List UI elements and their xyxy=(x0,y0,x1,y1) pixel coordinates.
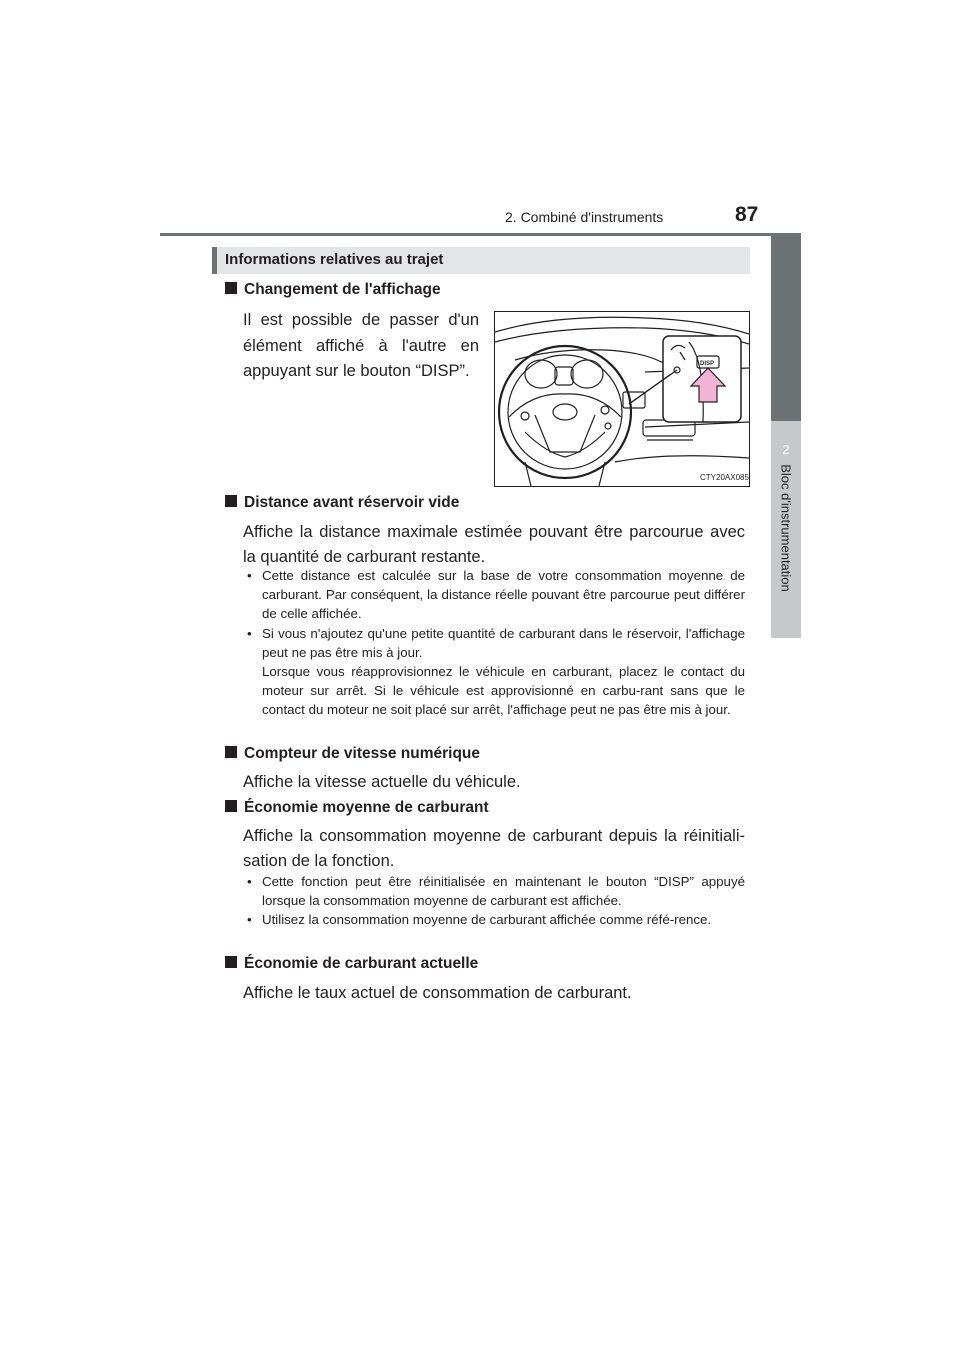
paragraph-distance-reservoir-vide xyxy=(243,520,745,570)
paragraph-economie-moyenne xyxy=(243,824,745,874)
section-bar-accent xyxy=(212,247,217,274)
heading-distance-reservoir-vide: Distance avant réservoir vide xyxy=(225,494,459,512)
heading-economie-actuelle: Économie de carburant actuelle xyxy=(225,955,478,973)
paragraph-economie-actuelle xyxy=(243,981,632,1006)
bullet-item: • Utilisez la consommation moyenne de carburant affichée comme réfé-rence. xyxy=(247,912,712,927)
bullet-dot-icon: • xyxy=(247,626,252,641)
bullet-continuation: Lorsque vous réapprovisionnez le véhicule en carburant, placez le contact du moteur sur arrêt. Si le véhicule est approvisionné en carbu-rant sans que le contact du moteur ne soit placé sur arrêt, l'affichage peut ne pas être mis à jour. xyxy=(262,664,745,717)
bullet-item: • Si vous n'ajoutez qu'une petite quantité de carburant dans le réservoir, l'affichage peut ne pas être mis à jour. xyxy=(247,626,745,660)
text-line: appuyant sur le bouton “DISP”. xyxy=(243,362,470,380)
paragraph-changement-affichage xyxy=(243,308,479,385)
disp-button-label: DISP xyxy=(700,361,715,367)
bullet-dot-icon: • xyxy=(247,568,252,583)
text-line: Il est possible de passer d'un xyxy=(243,311,479,329)
text-line: la quantité de carburant restante. xyxy=(243,548,486,566)
steering-wheel-icon xyxy=(495,312,749,486)
heading-compteur-vitesse: Compteur de vitesse numérique xyxy=(225,745,480,763)
square-bullet-icon xyxy=(225,956,237,968)
steering-wheel-illustration xyxy=(494,311,750,487)
square-bullet-icon xyxy=(225,495,237,507)
bullet-item: • Cette fonction peut être réinitialisée en maintenant le bouton “DISP” appuyé lorsque la consommation moyenne de carburant est affichée. xyxy=(247,874,745,908)
text-line: Affiche la consommation moyenne de carburant depuis la réinitiali- xyxy=(243,827,745,845)
text-line: Affiche la distance maximale estimée pouvant être parcourue avec xyxy=(243,523,745,541)
square-bullet-icon xyxy=(225,746,237,758)
header-section-title: 2. Combiné d'instruments xyxy=(505,209,664,225)
bullet-dot-icon: • xyxy=(247,874,252,889)
page-number: 87 xyxy=(735,203,759,226)
paragraph-compteur-vitesse xyxy=(243,770,521,795)
section-title: Informations relatives au trajet xyxy=(225,251,444,268)
text-line: Affiche la vitesse actuelle du véhicule. xyxy=(243,773,521,791)
figure-code: CTY20AX085 xyxy=(700,473,749,482)
heading-changement-affichage: Changement de l'affichage xyxy=(225,281,441,299)
chapter-title: Bloc d'instrumentation xyxy=(778,464,794,592)
bullet-item: • Cette distance est calculée sur la base de votre consommation moyenne de carburant. Par conséquent, la distance réelle pouvant être parcourue peut différer de celle affichée. xyxy=(247,568,745,621)
chapter-tab xyxy=(771,236,801,421)
text-line: sation de la fonction. xyxy=(243,852,395,870)
heading-economie-moyenne: Économie moyenne de carburant xyxy=(225,799,489,817)
text-line: élément affiché à l'autre en xyxy=(243,336,479,355)
header-rule xyxy=(160,233,801,236)
text-line: Affiche le taux actuel de consommation de carburant. xyxy=(243,984,632,1002)
chapter-number: 2 xyxy=(782,442,790,457)
square-bullet-icon xyxy=(225,800,237,812)
square-bullet-icon xyxy=(225,282,237,294)
bullet-dot-icon: • xyxy=(247,912,252,927)
